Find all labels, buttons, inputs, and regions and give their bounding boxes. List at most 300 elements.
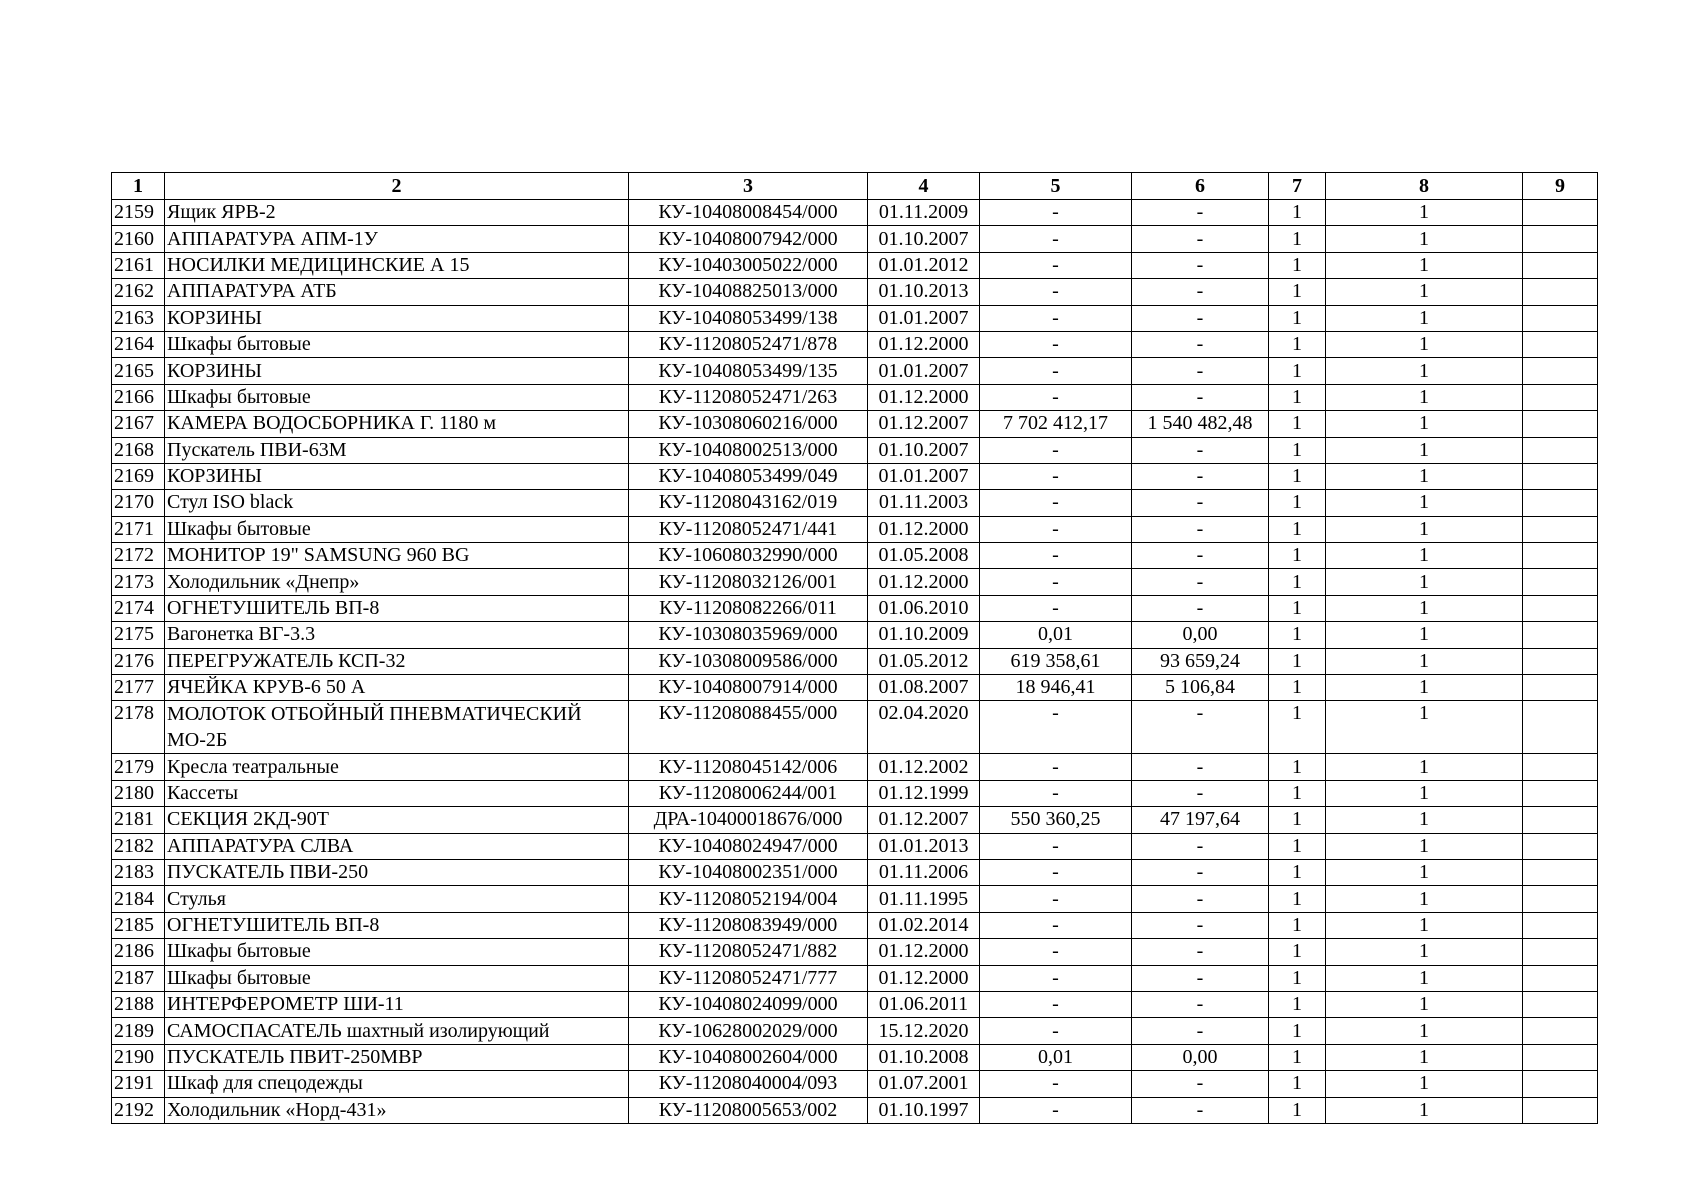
column-header: 9 (1523, 173, 1598, 200)
item-name: МОНИТОР 19" SAMSUNG 960 BG (165, 543, 629, 569)
value-col-5: - (980, 490, 1132, 516)
value-col-8: 1 (1326, 1018, 1523, 1044)
value-col-9 (1523, 833, 1598, 859)
value-col-5: 0,01 (980, 1044, 1132, 1070)
table-row (112, 965, 1598, 991)
value-col-5: - (980, 701, 1132, 754)
row-number: 2185 (112, 912, 165, 938)
table-row (112, 490, 1598, 516)
value-col-9 (1523, 701, 1598, 754)
column-header: 3 (629, 173, 868, 200)
row-number: 2181 (112, 807, 165, 833)
row-number: 2186 (112, 939, 165, 965)
value-col-8: 1 (1326, 939, 1523, 965)
value-col-7: 1 (1269, 675, 1326, 701)
inventory-code: КУ-10308060216/000 (629, 411, 868, 437)
date-cell: 01.11.2006 (868, 859, 980, 885)
item-name: Шкафы бытовые (165, 939, 629, 965)
value-col-8: 1 (1326, 807, 1523, 833)
item-name: ИНТЕРФЕРОМЕТР ШИ-11 (165, 991, 629, 1017)
table-body (112, 200, 1598, 1124)
value-col-6: - (1132, 331, 1269, 357)
inventory-table (111, 172, 1598, 1124)
inventory-code: ДРА-10400018676/000 (629, 807, 868, 833)
value-col-5: - (980, 1097, 1132, 1123)
item-name: САМОСПАСАТЕЛЬ шахтный изолирующий (165, 1018, 629, 1044)
item-name: Пускатель ПВИ-63М (165, 437, 629, 463)
value-col-8: 1 (1326, 780, 1523, 806)
inventory-code: КУ-11208006244/001 (629, 780, 868, 806)
value-col-7: 1 (1269, 411, 1326, 437)
date-cell: 01.10.2013 (868, 279, 980, 305)
date-cell: 01.12.2000 (868, 569, 980, 595)
item-name: АППАРАТУРА СЛВА (165, 833, 629, 859)
item-name: АППАРАТУРА АПМ-1У (165, 226, 629, 252)
value-col-9 (1523, 1097, 1598, 1123)
row-number: 2170 (112, 490, 165, 516)
table-row (112, 886, 1598, 912)
value-col-6: - (1132, 965, 1269, 991)
value-col-7: 1 (1269, 886, 1326, 912)
table-row (112, 991, 1598, 1017)
table-row (112, 595, 1598, 621)
inventory-code: КУ-10308009586/000 (629, 648, 868, 674)
date-cell: 01.01.2012 (868, 252, 980, 278)
value-col-7: 1 (1269, 252, 1326, 278)
inventory-code: КУ-10408007942/000 (629, 226, 868, 252)
value-col-5: - (980, 859, 1132, 885)
value-col-6: - (1132, 912, 1269, 938)
date-cell: 01.12.2007 (868, 411, 980, 437)
inventory-code: КУ-10408002351/000 (629, 859, 868, 885)
value-col-7: 1 (1269, 437, 1326, 463)
value-col-6: - (1132, 252, 1269, 278)
inventory-code: КУ-11208005653/002 (629, 1097, 868, 1123)
value-col-6: 47 197,64 (1132, 807, 1269, 833)
inventory-code: КУ-11208045142/006 (629, 754, 868, 780)
inventory-code: КУ-10408053499/135 (629, 358, 868, 384)
value-col-8: 1 (1326, 701, 1523, 754)
date-cell: 01.01.2007 (868, 463, 980, 489)
value-col-7: 1 (1269, 384, 1326, 410)
value-col-7: 1 (1269, 595, 1326, 621)
date-cell: 01.01.2007 (868, 358, 980, 384)
row-number: 2160 (112, 226, 165, 252)
date-cell: 01.12.2002 (868, 754, 980, 780)
value-col-7: 1 (1269, 226, 1326, 252)
inventory-code: КУ-11208052471/441 (629, 516, 868, 542)
item-name: Шкаф для спецодежды (165, 1071, 629, 1097)
row-number: 2159 (112, 200, 165, 226)
value-col-9 (1523, 912, 1598, 938)
item-name: КОРЗИНЫ (165, 305, 629, 331)
value-col-8: 1 (1326, 675, 1523, 701)
item-name: АППАРАТУРА АТБ (165, 279, 629, 305)
table-row (112, 226, 1598, 252)
value-col-6: - (1132, 200, 1269, 226)
value-col-6: - (1132, 463, 1269, 489)
table-row (112, 780, 1598, 806)
value-col-9 (1523, 1044, 1598, 1070)
table-row (112, 569, 1598, 595)
value-col-7: 1 (1269, 1018, 1326, 1044)
table-row (112, 384, 1598, 410)
value-col-9 (1523, 437, 1598, 463)
value-col-7: 1 (1269, 701, 1326, 754)
column-header: 5 (980, 173, 1132, 200)
row-number: 2175 (112, 622, 165, 648)
value-col-8: 1 (1326, 912, 1523, 938)
table-row (112, 437, 1598, 463)
table-row (112, 754, 1598, 780)
table-row (112, 859, 1598, 885)
value-col-9 (1523, 516, 1598, 542)
value-col-6: 5 106,84 (1132, 675, 1269, 701)
value-col-6: 93 659,24 (1132, 648, 1269, 674)
item-name: ЯЧЕЙКА КРУВ-6 50 А (165, 675, 629, 701)
value-col-5: - (980, 516, 1132, 542)
value-col-9 (1523, 358, 1598, 384)
value-col-5: - (980, 780, 1132, 806)
row-number: 2184 (112, 886, 165, 912)
table-row (112, 411, 1598, 437)
value-col-7: 1 (1269, 200, 1326, 226)
inventory-code: КУ-10408053499/138 (629, 305, 868, 331)
date-cell: 01.10.1997 (868, 1097, 980, 1123)
inventory-code: КУ-10408024099/000 (629, 991, 868, 1017)
date-cell: 01.12.2000 (868, 516, 980, 542)
item-name: Шкафы бытовые (165, 516, 629, 542)
date-cell: 01.11.2003 (868, 490, 980, 516)
table-row (112, 279, 1598, 305)
row-number: 2183 (112, 859, 165, 885)
row-number: 2166 (112, 384, 165, 410)
value-col-6: - (1132, 886, 1269, 912)
value-col-8: 1 (1326, 991, 1523, 1017)
value-col-7: 1 (1269, 754, 1326, 780)
value-col-5: - (980, 1018, 1132, 1044)
value-col-6: - (1132, 279, 1269, 305)
value-col-9 (1523, 305, 1598, 331)
row-number: 2190 (112, 1044, 165, 1070)
value-col-6: 0,00 (1132, 622, 1269, 648)
value-col-7: 1 (1269, 516, 1326, 542)
item-name: КОРЗИНЫ (165, 358, 629, 384)
value-col-9 (1523, 252, 1598, 278)
item-name: Шкафы бытовые (165, 384, 629, 410)
row-number: 2169 (112, 463, 165, 489)
inventory-code: КУ-10308035969/000 (629, 622, 868, 648)
inventory-code: КУ-11208082266/011 (629, 595, 868, 621)
table-row (112, 200, 1598, 226)
value-col-6: - (1132, 1018, 1269, 1044)
value-col-6: - (1132, 991, 1269, 1017)
value-col-5: 18 946,41 (980, 675, 1132, 701)
value-col-7: 1 (1269, 463, 1326, 489)
row-number: 2177 (112, 675, 165, 701)
item-name: Шкафы бытовые (165, 965, 629, 991)
date-cell: 01.06.2011 (868, 991, 980, 1017)
row-number: 2162 (112, 279, 165, 305)
row-number: 2167 (112, 411, 165, 437)
value-col-5: 619 358,61 (980, 648, 1132, 674)
table-row (112, 701, 1598, 754)
value-col-8: 1 (1326, 384, 1523, 410)
date-cell: 01.12.2000 (868, 331, 980, 357)
value-col-5: - (980, 226, 1132, 252)
date-cell: 01.02.2014 (868, 912, 980, 938)
inventory-code: КУ-10408002604/000 (629, 1044, 868, 1070)
column-header: 1 (112, 173, 165, 200)
value-col-6: - (1132, 833, 1269, 859)
value-col-9 (1523, 939, 1598, 965)
value-col-5: - (980, 886, 1132, 912)
item-name: ПУСКАТЕЛЬ ПВИТ-250МВР (165, 1044, 629, 1070)
value-col-6: - (1132, 543, 1269, 569)
date-cell: 01.12.2000 (868, 939, 980, 965)
value-col-9 (1523, 384, 1598, 410)
row-number: 2165 (112, 358, 165, 384)
table-row (112, 833, 1598, 859)
value-col-8: 1 (1326, 331, 1523, 357)
value-col-8: 1 (1326, 463, 1523, 489)
row-number: 2164 (112, 331, 165, 357)
value-col-6: - (1132, 516, 1269, 542)
value-col-7: 1 (1269, 965, 1326, 991)
value-col-5: 7 702 412,17 (980, 411, 1132, 437)
row-number: 2174 (112, 595, 165, 621)
inventory-code: КУ-11208083949/000 (629, 912, 868, 938)
value-col-8: 1 (1326, 543, 1523, 569)
table-row (112, 358, 1598, 384)
value-col-9 (1523, 754, 1598, 780)
inventory-code: КУ-11208043162/019 (629, 490, 868, 516)
value-col-6: - (1132, 754, 1269, 780)
date-cell: 01.06.2010 (868, 595, 980, 621)
table-row (112, 675, 1598, 701)
value-col-5: - (980, 279, 1132, 305)
value-col-9 (1523, 965, 1598, 991)
value-col-9 (1523, 991, 1598, 1017)
column-header: 4 (868, 173, 980, 200)
value-col-7: 1 (1269, 648, 1326, 674)
value-col-5: - (980, 595, 1132, 621)
item-name: КОРЗИНЫ (165, 463, 629, 489)
table-row (112, 939, 1598, 965)
date-cell: 01.05.2008 (868, 543, 980, 569)
value-col-6: - (1132, 780, 1269, 806)
inventory-code: КУ-10408002513/000 (629, 437, 868, 463)
value-col-8: 1 (1326, 279, 1523, 305)
value-col-6: - (1132, 569, 1269, 595)
value-col-6: - (1132, 358, 1269, 384)
value-col-5: - (980, 305, 1132, 331)
value-col-5: - (980, 437, 1132, 463)
item-name: ОГНЕТУШИТЕЛЬ ВП-8 (165, 595, 629, 621)
column-header: 7 (1269, 173, 1326, 200)
row-number: 2168 (112, 437, 165, 463)
value-col-6: - (1132, 384, 1269, 410)
date-cell: 01.12.2007 (868, 807, 980, 833)
inventory-code: КУ-10628002029/000 (629, 1018, 868, 1044)
value-col-5: - (980, 252, 1132, 278)
inventory-code: КУ-11208052194/004 (629, 886, 868, 912)
value-col-5: - (980, 358, 1132, 384)
value-col-5: 550 360,25 (980, 807, 1132, 833)
value-col-5: - (980, 991, 1132, 1017)
date-cell: 15.12.2020 (868, 1018, 980, 1044)
value-col-7: 1 (1269, 279, 1326, 305)
row-number: 2180 (112, 780, 165, 806)
item-name: Вагонетка ВГ-3.3 (165, 622, 629, 648)
value-col-7: 1 (1269, 490, 1326, 516)
value-col-7: 1 (1269, 807, 1326, 833)
value-col-7: 1 (1269, 1097, 1326, 1123)
value-col-6: - (1132, 437, 1269, 463)
value-col-8: 1 (1326, 1097, 1523, 1123)
inventory-code: КУ-11208040004/093 (629, 1071, 868, 1097)
value-col-6: - (1132, 595, 1269, 621)
inventory-code: КУ-10408008454/000 (629, 200, 868, 226)
value-col-8: 1 (1326, 965, 1523, 991)
value-col-8: 1 (1326, 833, 1523, 859)
inventory-code: КУ-11208052471/882 (629, 939, 868, 965)
table-row (112, 1044, 1598, 1070)
row-number: 2176 (112, 648, 165, 674)
item-name: Кассеты (165, 780, 629, 806)
inventory-code: КУ-10408024947/000 (629, 833, 868, 859)
date-cell: 01.08.2007 (868, 675, 980, 701)
value-col-6: - (1132, 1097, 1269, 1123)
item-name: Ящик ЯРВ-2 (165, 200, 629, 226)
value-col-9 (1523, 886, 1598, 912)
value-col-9 (1523, 411, 1598, 437)
date-cell: 01.11.2009 (868, 200, 980, 226)
row-number: 2191 (112, 1071, 165, 1097)
value-col-5: - (980, 965, 1132, 991)
value-col-5: - (980, 384, 1132, 410)
item-name: ПЕРЕГРУЖАТЕЛЬ КСП-32 (165, 648, 629, 674)
value-col-9 (1523, 622, 1598, 648)
value-col-8: 1 (1326, 358, 1523, 384)
column-header: 8 (1326, 173, 1523, 200)
value-col-7: 1 (1269, 305, 1326, 331)
value-col-9 (1523, 648, 1598, 674)
value-col-8: 1 (1326, 595, 1523, 621)
table-row (112, 648, 1598, 674)
date-cell: 01.10.2007 (868, 226, 980, 252)
row-number: 2192 (112, 1097, 165, 1123)
item-name: ПУСКАТЕЛЬ ПВИ-250 (165, 859, 629, 885)
row-number: 2161 (112, 252, 165, 278)
inventory-code: КУ-11208052471/878 (629, 331, 868, 357)
table-row (112, 622, 1598, 648)
value-col-7: 1 (1269, 622, 1326, 648)
row-number: 2172 (112, 543, 165, 569)
value-col-8: 1 (1326, 226, 1523, 252)
date-cell: 02.04.2020 (868, 701, 980, 754)
value-col-5: - (980, 569, 1132, 595)
value-col-7: 1 (1269, 912, 1326, 938)
value-col-7: 1 (1269, 543, 1326, 569)
value-col-8: 1 (1326, 622, 1523, 648)
item-name: Кресла театральные (165, 754, 629, 780)
value-col-5: - (980, 1071, 1132, 1097)
value-col-6: - (1132, 226, 1269, 252)
value-col-8: 1 (1326, 305, 1523, 331)
date-cell: 01.12.2000 (868, 965, 980, 991)
value-col-6: - (1132, 701, 1269, 754)
value-col-7: 1 (1269, 780, 1326, 806)
value-col-9 (1523, 226, 1598, 252)
row-number: 2189 (112, 1018, 165, 1044)
table-row (112, 1071, 1598, 1097)
value-col-5: 0,01 (980, 622, 1132, 648)
value-col-9 (1523, 331, 1598, 357)
table-row (112, 1097, 1598, 1123)
value-col-6: 0,00 (1132, 1044, 1269, 1070)
inventory-code: КУ-11208052471/777 (629, 965, 868, 991)
value-col-8: 1 (1326, 569, 1523, 595)
value-col-8: 1 (1326, 1071, 1523, 1097)
value-col-8: 1 (1326, 490, 1523, 516)
item-name: МОЛОТОК ОТБОЙНЫЙ ПНЕВМАТИЧЕСКИЙ МО-2Б (165, 701, 629, 754)
value-col-6: - (1132, 1071, 1269, 1097)
value-col-5: - (980, 463, 1132, 489)
value-col-9 (1523, 780, 1598, 806)
table-row (112, 807, 1598, 833)
date-cell: 01.07.2001 (868, 1071, 980, 1097)
date-cell: 01.05.2012 (868, 648, 980, 674)
table-row (112, 331, 1598, 357)
table-row (112, 516, 1598, 542)
header-row (112, 173, 1598, 200)
value-col-7: 1 (1269, 1071, 1326, 1097)
table-row (112, 912, 1598, 938)
value-col-7: 1 (1269, 569, 1326, 595)
value-col-5: - (980, 200, 1132, 226)
item-name: КАМЕРА ВОДОСБОРНИКА Г. 1180 м (165, 411, 629, 437)
row-number: 2163 (112, 305, 165, 331)
value-col-7: 1 (1269, 358, 1326, 384)
value-col-7: 1 (1269, 939, 1326, 965)
value-col-8: 1 (1326, 886, 1523, 912)
inventory-code: КУ-11208052471/263 (629, 384, 868, 410)
value-col-7: 1 (1269, 859, 1326, 885)
row-number: 2187 (112, 965, 165, 991)
date-cell: 01.11.1995 (868, 886, 980, 912)
column-header: 2 (165, 173, 629, 200)
date-cell: 01.01.2007 (868, 305, 980, 331)
item-name: Шкафы бытовые (165, 331, 629, 357)
value-col-8: 1 (1326, 200, 1523, 226)
item-name: Стул ISO black (165, 490, 629, 516)
inventory-code: КУ-10608032990/000 (629, 543, 868, 569)
value-col-5: - (980, 754, 1132, 780)
value-col-9 (1523, 675, 1598, 701)
value-col-9 (1523, 1071, 1598, 1097)
row-number: 2179 (112, 754, 165, 780)
value-col-9 (1523, 569, 1598, 595)
item-name: СЕКЦИЯ 2КД-90Т (165, 807, 629, 833)
value-col-8: 1 (1326, 1044, 1523, 1070)
value-col-8: 1 (1326, 516, 1523, 542)
value-col-5: - (980, 939, 1132, 965)
value-col-9 (1523, 543, 1598, 569)
row-number: 2188 (112, 991, 165, 1017)
value-col-8: 1 (1326, 437, 1523, 463)
inventory-code: КУ-10408825013/000 (629, 279, 868, 305)
